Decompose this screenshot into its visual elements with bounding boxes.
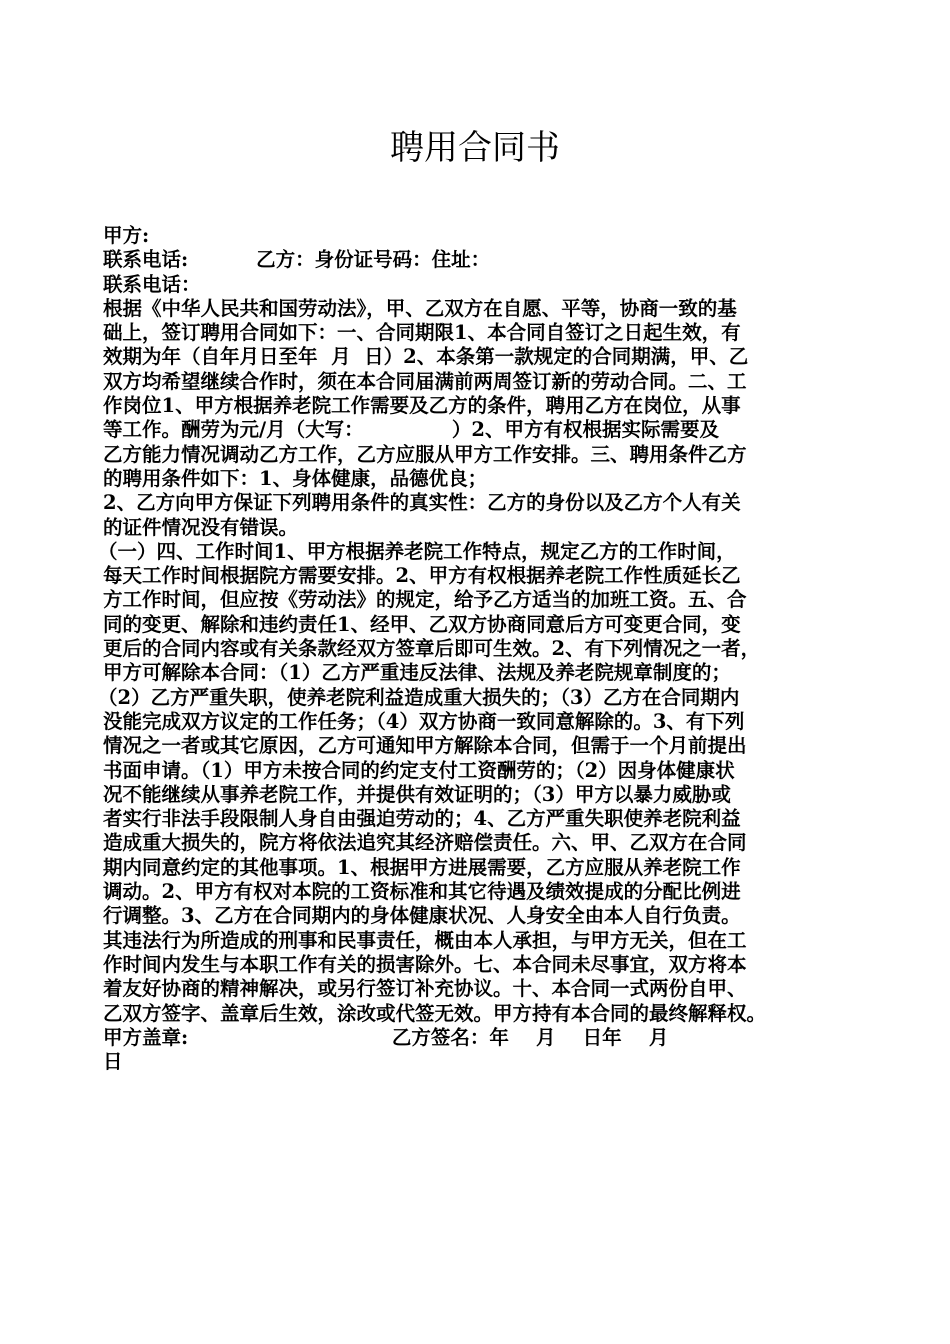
body-line: 的证件情况没有错误。 <box>103 515 299 539</box>
body-line: 联系电话: 乙方：身份证号码：住址： <box>103 248 491 272</box>
body-line: 等工作。酬劳为元/月（大写： ）2、甲方有权根据实际需要及 <box>103 418 719 442</box>
body-line: （2）乙方严重失职，使养老院利益造成重大损失的；（3）乙方在合同期内 <box>98 685 740 709</box>
body-line: 甲方可解除本合同：（1）乙方严重违反法律、法规及养老院规章制度的； <box>103 661 731 685</box>
body-line: 根据《中华人民共和国劳动法》，甲、乙双方在自愿、平等，协商一致的基 <box>103 296 737 320</box>
body-line: 的聘用条件如下：1、身体健康，品德优良； <box>103 466 488 490</box>
body-line: 效期为年（自年月日至年 月 日）2、本条第一款规定的合同期满，甲、乙 <box>103 345 749 369</box>
body-line: 乙方能力情况调动乙方工作，乙方应服从甲方工作安排。三、聘用条件乙方 <box>103 442 747 466</box>
body-line: 联系电话： <box>103 272 201 296</box>
body-line: 着友好协商的精神解决，或另行签订补充协议。十、本合同一式两份自甲、 <box>103 977 747 1001</box>
body-line: 础上，签订聘用合同如下：一、合同期限1、本合同自签订之日起生效，有 <box>103 321 741 345</box>
body-line: 作时间内发生与本职工作有关的损害除外。七、本合同未尽事宜，双方将本 <box>103 952 747 976</box>
body-line: 作岗位1、甲方根据养老院工作需要及乙方的条件，聘用乙方在岗位，从事 <box>103 394 741 418</box>
body-line: 方工作时间，但应按《劳动法》的规定，给予乙方适当的加班工资。五、合 <box>103 588 747 612</box>
body-line: 书面申请。（1）甲方未按合同的约定支付工资酬劳的；（2）因身体健康状 <box>103 758 735 782</box>
document-title: 聘用合同书 <box>390 128 560 168</box>
body-line: 甲方: <box>103 224 150 247</box>
body-line: （一）四、工作时间1、甲方根据养老院工作特点，规定乙方的工作时间， <box>98 539 736 563</box>
body-line: 同的变更、解除和违约责任1、经甲、乙双方协商同意后方可变更合同，变 <box>103 612 741 636</box>
body-line: 情况之一者或其它原因，乙方可通知甲方解除本合同，但需于一个月前提出 <box>103 734 747 758</box>
body-line: 况不能继续从事养老院工作，并提供有效证明的；（3）甲方以暴力威胁或 <box>103 782 731 806</box>
body-line: 双方均希望继续合作时，须在本合同届满前两周签订新的劳动合同。二、工 <box>103 369 747 393</box>
signature-line-day: 日 <box>103 1050 123 1074</box>
body-line: 2、乙方向甲方保证下列聘用条件的真实性：乙方的身份以及乙方个人有关 <box>103 491 741 515</box>
contract-body <box>98 224 863 1074</box>
body-line: 更后的合同内容或有关条款经双方签章后即可生效。2、有下列情况之一者， <box>103 637 761 661</box>
body-line: 行调整。3、乙方在合同期内的身体健康状况、人身安全由本人自行负责。 <box>103 904 741 928</box>
body-line: 其违法行为所造成的刑事和民事责任，概由本人承担，与甲方无关，但在工 <box>103 928 747 952</box>
signature-line: 甲方盖章: 乙方签名：年 月 日年 月 <box>103 1025 669 1049</box>
body-line: 期内同意约定的其他事项。1、根据甲方进展需要，乙方应服从养老院工作 <box>103 855 741 879</box>
body-line: 造成重大损失的，院方将依法追究其经济赔偿责任。六、甲、乙双方在合同 <box>103 831 747 855</box>
body-line: 乙双方签字、盖章后生效，涂改或代签无效。甲方持有本合同的最终解释权。 <box>103 1001 767 1025</box>
body-line: 每天工作时间根据院方需要安排。2、甲方有权根据养老院工作性质延长乙 <box>103 564 741 588</box>
body-line: 调动。2、甲方有权对本院的工资标准和其它待遇及绩效提成的分配比例进 <box>103 880 741 904</box>
body-line: 者实行非法手段限制人身自由强迫劳动的；4、乙方严重失职使养老院利益 <box>103 807 741 831</box>
body-line: 没能完成双方议定的工作任务；（4）双方协商一致同意解除的。3、有下列 <box>103 709 745 733</box>
